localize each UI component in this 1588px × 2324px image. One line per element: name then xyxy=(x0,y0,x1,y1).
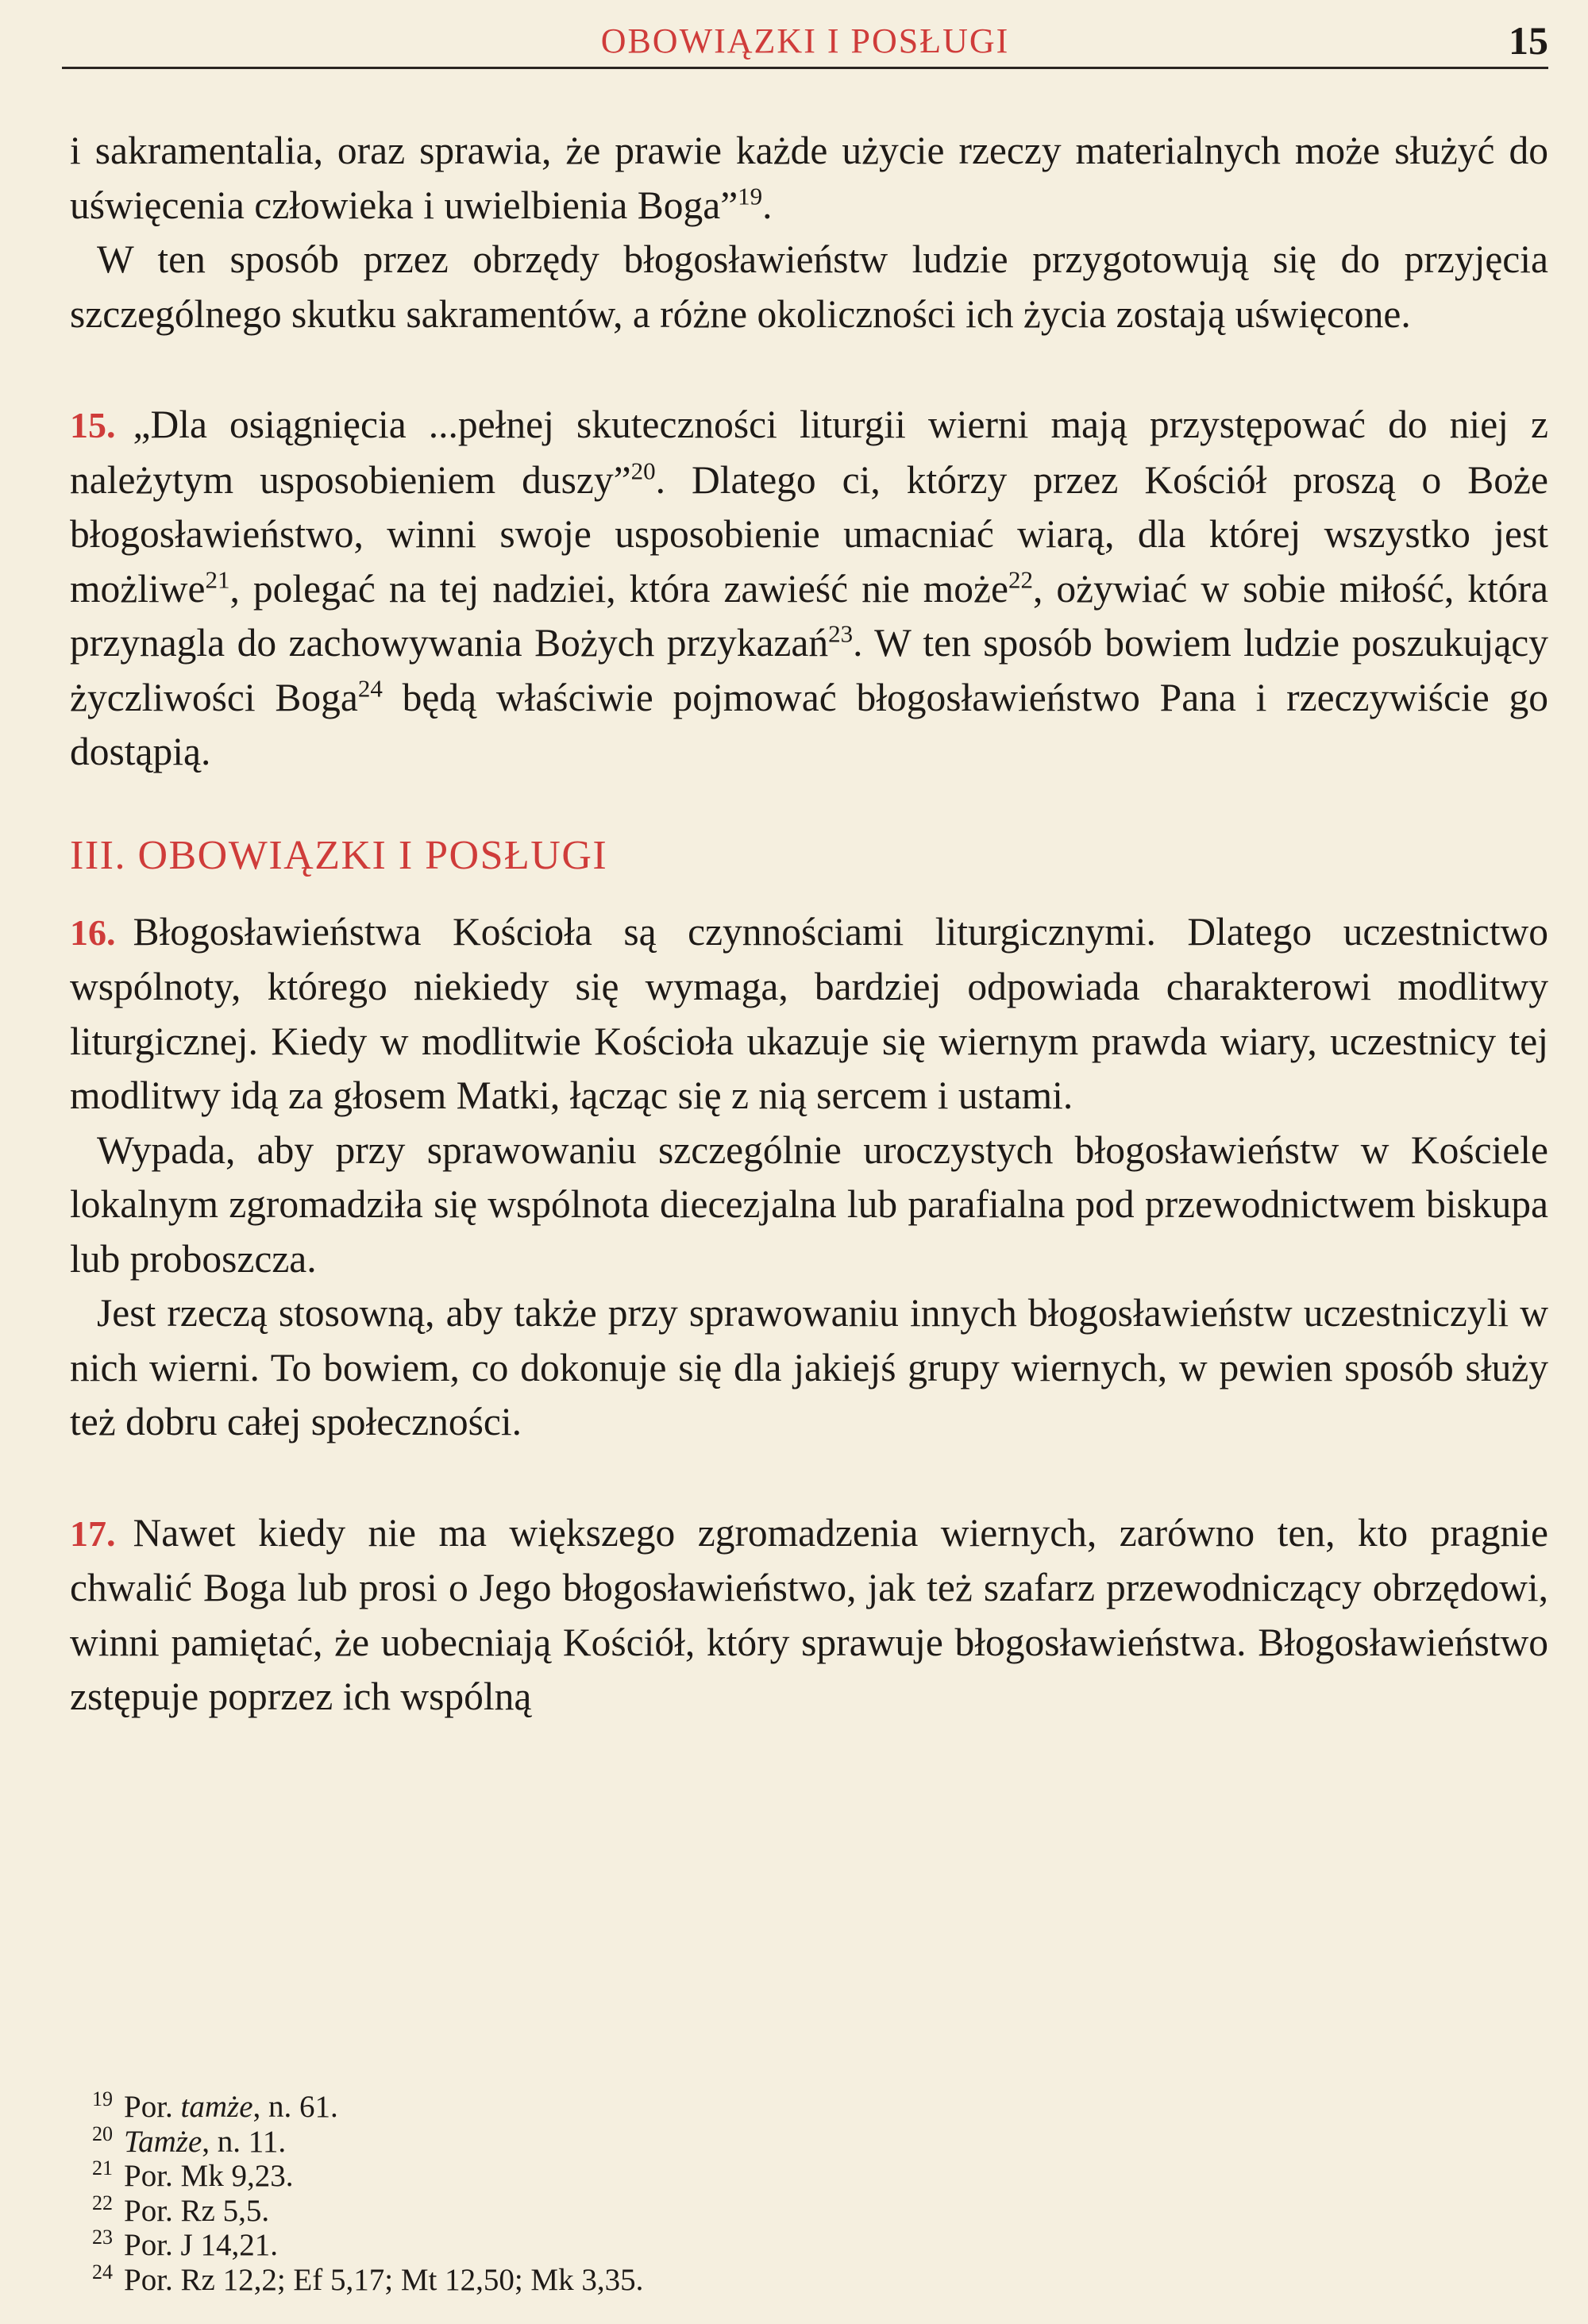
footnote-number: 24 xyxy=(92,2260,113,2284)
footnote-italic: tamże xyxy=(180,2090,253,2124)
paragraph: W ten sposób przez obrzędy błogosławieństw ludzie przygotowują się do przyjęcia szczególnego skutku sakramentów, a różne okoliczności ich życia zostają uświęcone. xyxy=(70,237,1548,336)
paragraph-number: 17. xyxy=(70,1513,116,1554)
footnote-ref: 24 xyxy=(357,674,383,702)
paragraph-17 xyxy=(70,1506,1548,1725)
footnote xyxy=(92,2122,1442,2160)
footnote-number: 20 xyxy=(92,2122,113,2145)
paragraph-15 xyxy=(70,398,1548,780)
running-title: OBOWIĄZKI I POSŁUGI xyxy=(600,21,1010,60)
footnote-number: 19 xyxy=(92,2087,113,2110)
footnote-number: 23 xyxy=(92,2226,113,2249)
text-run: Błogosławieństwa Kościoła są czynnościami liturgicznymi. Dlatego uczestnictwo wspólnoty, którego niekiedy się wymaga, bardziej odpowiada charakterowi modlitwy liturgicznej. Kiedy w modlitwie Kościoła ukazuje się wiernym prawda wiary, uczestnicy tej modlitwy idą za głosem Matki, łącząc się z nią sercem i ustami. xyxy=(70,909,1548,1117)
footnote-ref: 23 xyxy=(828,619,854,648)
footnote-text: Por. Rz 12,2; Ef 5,17; Mt 12,50; Mk 3,35. xyxy=(124,2262,644,2297)
text-run: i sakramentalia, oraz sprawia, że prawie każde użycie rzeczy materialnych może służyć do uświęcenia człowieka i uwielbienia Boga” xyxy=(70,129,1548,227)
footnote xyxy=(92,2156,1442,2194)
text-run: , ożywiać w sobie miłość, która przynagla do zachowywania Bożych przykazań xyxy=(70,566,1548,665)
footnote xyxy=(92,2191,1442,2229)
paragraph-number: 15. xyxy=(70,405,116,445)
paragraph: Jest rzeczą stosowną, aby także przy sprawowaniu innych błogosławieństw uczestniczyli w nich wierni. To bowiem, co dokonuje się dla jakiejś grupy wiernych, w pewien sposób służy też dobru całej społeczności. xyxy=(70,1291,1548,1443)
footnote-text: , n. 61. xyxy=(252,2090,338,2124)
page-number: 15 xyxy=(1509,18,1548,63)
text-run: . Dlatego ci, którzy przez Kościół proszą o Boże błogosławieństwo, winni swoje usposobienie umacniać wiarą, dla której wszystko jest możliwe xyxy=(70,457,1548,611)
text-run: . xyxy=(762,183,773,227)
footnote-ref: 20 xyxy=(630,457,656,484)
text-run: będą właściwie pojmować błogosławieństwo Pana i rzeczywiście go dostąpią. xyxy=(70,675,1548,773)
footnote-number: 21 xyxy=(92,2156,113,2179)
paragraph-continuation xyxy=(70,124,1548,233)
footnote-text: Por. xyxy=(124,2090,181,2124)
paragraph: Wypada, aby przy sprawowaniu szczególnie uroczystych błogosławieństw w Kościele lokalnym zgromadziła się wspólnota diecezjalna lub parafialna pod przewodnictwem biskupa lub proboszcza. xyxy=(70,1127,1548,1281)
footnotes xyxy=(92,2087,1442,2297)
main-text xyxy=(70,124,1548,1725)
footnote-ref: 22 xyxy=(1008,565,1033,593)
footnote xyxy=(92,2260,1442,2298)
page-header xyxy=(62,17,1548,69)
footnote xyxy=(92,2087,1442,2125)
paragraph-16 xyxy=(70,905,1548,1123)
text-run: , polegać na tej nadziei, która zawieść nie może xyxy=(229,566,1008,611)
footnote-number: 22 xyxy=(92,2191,113,2214)
footnote-text: Por. Mk 9,23. xyxy=(124,2159,294,2193)
text-run: „Dla osiągnięcia ...pełnej skuteczności liturgii wierni mają przystępować do niej z należytym usposobieniem duszy” xyxy=(70,403,1548,502)
footnote-italic: Tamże xyxy=(124,2124,202,2159)
section-heading: III. OBOWIĄZKI I POSŁUGI xyxy=(70,832,608,878)
paragraph-number: 16. xyxy=(70,911,116,953)
footnote-ref: 19 xyxy=(738,182,763,210)
footnote xyxy=(92,2228,1442,2263)
text-run: Nawet kiedy nie ma większego zgromadzenia wiernych, zarówno ten, kto pragnie chwalić Boga lub prosi o Jego błogosławieństwo, jak też szafarz przewodniczący obrzędowi, winni pamiętać, że uobecniają Kościół, który sprawuje błogosławieństwa. Błogosławieństwo zstępuje poprzez ich wspólną xyxy=(70,1510,1548,1718)
footnote-ref: 21 xyxy=(205,565,230,593)
footnote-text: Por. Rz 5,5. xyxy=(124,2193,270,2228)
footnote-text: , n. 11. xyxy=(202,2124,287,2159)
footnote-text: Por. J 14,21. xyxy=(124,2228,278,2262)
text-run: . W ten sposób bowiem ludzie poszukujący życzliwości Boga xyxy=(70,621,1549,719)
